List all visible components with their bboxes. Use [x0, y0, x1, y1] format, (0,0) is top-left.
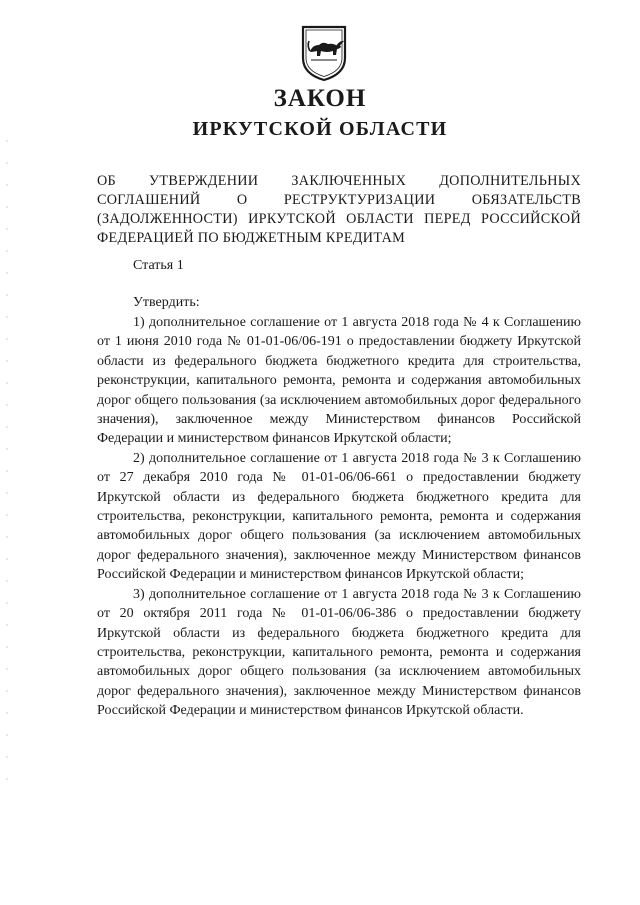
article-item: 2) дополнительное соглашение от 1 августа 2018 года № 3 к Соглашению от 27 декабря 2010 года № 01-01-06/06-661 о предоставлении бюджету Иркутской области из федерального бюджета бюджетного кредита для строительства, реконструкции, капитального ремонта, ремонта и содержания автомобильных дорог общего пользования (за исключением автомобильных дорог федерального значения), заключенное между Министерством финансов Российской Федерации и министерством финансов Иркутской области;	[97, 450, 581, 583]
article-items	[97, 313, 581, 721]
region-title: ИРКУТСКОЙ ОБЛАСТИ	[192, 118, 448, 140]
article-heading: Статья 1	[133, 258, 184, 273]
irkutsk-coat-of-arms-icon	[300, 24, 348, 82]
law-title: ЗАКОН	[273, 85, 367, 112]
article-intro: Утвердить:	[133, 295, 200, 310]
article-item: 1) дополнительное соглашение от 1 августа 2018 года № 4 к Соглашению от 1 июня 2010 года № 01-01-06/06-191 о предоставлении бюджету Иркутской области из федерального бюджета бюджетного кредита для строительства, реконструкции, капитального ремонта, ремонта и содержания автомобильных дорог общего пользования (за исключением автомобильных дорог федерального значения), заключенное между Министерством финансов Российской Федерации и министерством финансов Иркутской области;	[97, 315, 581, 447]
scan-edge-marks	[6, 140, 8, 780]
article-item: 3) дополнительное соглашение от 1 августа 2018 года № 3 к Соглашению от 20 октября 2011 года № 01-01-06/06-386 о предоставлении бюджету Иркутской области из федерального бюджета бюджетного кредита для строительства, реконструкции, капитального ремонта, ремонта и содержания автомобильных дорог общего пользования (за исключением автомобильных дорог федерального значения), заключенное между Министерством финансов Российской Федерации и министерством финансов Иркутской области.	[97, 586, 581, 719]
law-subject: ОБ УТВЕРЖДЕНИИ ЗАКЛЮЧЕННЫХ ДОПОЛНИТЕЛЬНЫХ СОГЛАШЕНИЙ О РЕСТРУКТУРИЗАЦИИ ОБЯЗАТЕЛЬСТВ (ЗАДОЛЖЕННОСТИ) ИРКУТСКОЙ ОБЛАСТИ ПЕРЕД РОССИЙСКОЙ ФЕДЕРАЦИЕЙ ПО БЮДЖЕТНЫМ КРЕДИТАМ	[97, 173, 581, 246]
